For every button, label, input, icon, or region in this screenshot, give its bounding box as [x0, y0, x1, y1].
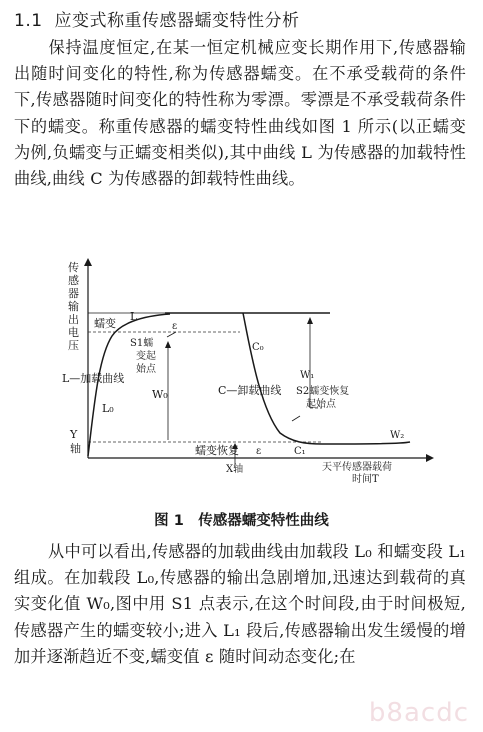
paragraph-intro [14, 35, 466, 192]
s2-label: S2蠕变恢复 起始点 [296, 386, 350, 410]
paragraph-analysis [14, 539, 466, 670]
x-axis-title: 天平传感器载荷 时间T [322, 462, 392, 485]
unload-curve [243, 313, 410, 444]
y-axis-arrow [84, 258, 92, 266]
paragraph-analysis-text: 从中可以看出,传感器的加载曲线由加载段 L₀ 和蠕变段 L₁ 组成。在加载段 L₀,传感器的输出急剧增加,迅速达到载荷的真实变化值 W₀,图中用 S1 点表示,在这个时间段,由于时间极短,传感器产生的蠕变较小;进入 L₁ 段后,传感器输出发生缓慢的增加并逐渐趋近不变,蠕变值 ε 随时间动态变化;在 [14, 542, 466, 666]
w1-arrow-head [307, 317, 313, 324]
x-axis-name: X轴 [226, 464, 244, 475]
section-heading [14, 6, 300, 31]
c1-label: C₁ [294, 446, 306, 457]
s1-pointer [167, 332, 176, 337]
unload-curve-label: C—卸载曲线 [218, 384, 282, 397]
epsilon-label: ε [172, 321, 178, 332]
figure-caption: 图 1 传感器蠕变特性曲线 [154, 513, 329, 529]
w1-label: W₁ [300, 370, 315, 381]
y-axis-label: 传 感 器 输 出 电 压 [68, 261, 79, 352]
watermark: b8acdc [368, 698, 469, 728]
w2-label: W₂ [390, 430, 405, 441]
curve-l-label: L [130, 310, 138, 323]
l0-label: L₀ [102, 402, 114, 415]
section-number: 1.1 [14, 11, 43, 31]
creep-curve-figure [60, 258, 440, 488]
s1-label: S1蠕 变起 始点 [130, 338, 156, 375]
x-axis-arrow [426, 454, 434, 462]
load-curve-label: L—加载曲线 [62, 372, 125, 385]
paragraph-intro-text: 保持温度恒定,在某一恒定机械应变长期作用下,传感器输出随时间变化的特性,称为传感器蠕变。在不承受载荷的条件下,传感器随时间变化的特性称为零漂。零漂是不承受载荷条件下的蠕变。称重传感器的蠕变特性曲线如图 1 所示(以正蠕变为例,负蠕变与正蠕变相类似),其中曲线 L 为传感器的加载特性曲线,曲线 C 为传感器的卸载特性曲线。 [14, 38, 466, 189]
y-axis-name: Y 轴 [70, 428, 81, 455]
epsilon2-label: ε [256, 446, 262, 457]
load-curve [88, 314, 170, 456]
section-title: 应变式称重传感器蠕变特性分析 [54, 11, 300, 31]
c0-label: C₀ [252, 342, 264, 353]
creep-label: 蠕变 [94, 317, 116, 330]
w0-label: W₀ [152, 388, 168, 401]
recovery-label: 蠕变恢复 [195, 444, 239, 457]
w0-arrow-head [165, 341, 171, 348]
s2-pointer [292, 416, 300, 421]
